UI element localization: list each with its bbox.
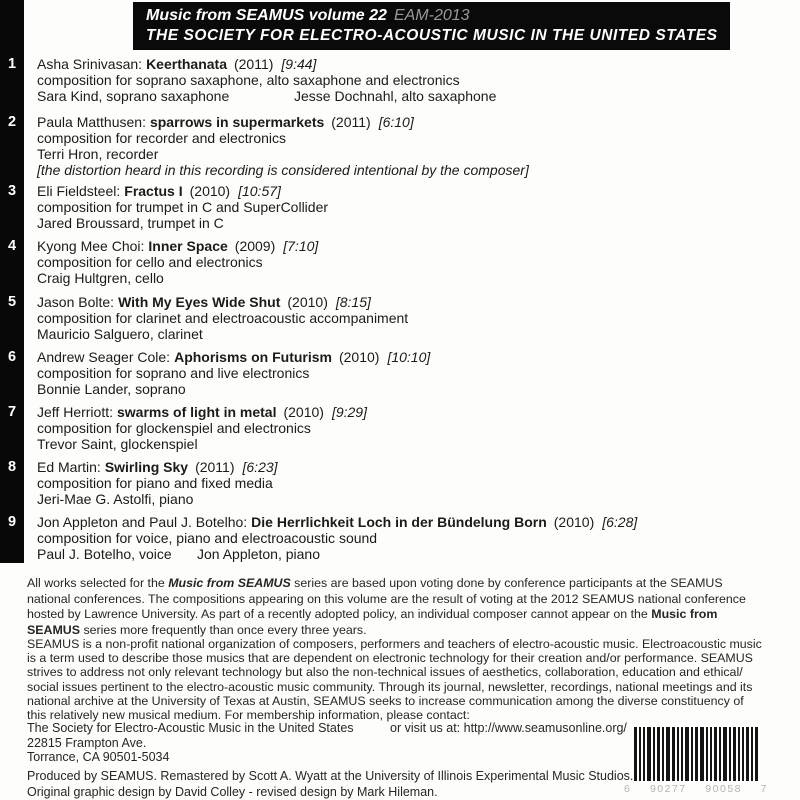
- instrumentation-line: composition for recorder and electronics: [37, 130, 287, 146]
- performer-line: Bonnie Lander, soprano: [37, 381, 186, 397]
- barcode: [634, 727, 758, 781]
- work-duration: [6:28]: [602, 514, 638, 530]
- performer-line: Mauricio Salguero, clarinet: [37, 326, 203, 342]
- work-year: (2011): [233, 56, 274, 72]
- instrumentation-line: composition for cello and electronics: [37, 254, 263, 270]
- instrumentation-line: composition for voice, piano and electroacoustic sound: [37, 530, 378, 546]
- album-title: Music from SEAMUS volume 22: [146, 7, 387, 24]
- work-year: (2011): [195, 459, 235, 475]
- paragraph-line: social issues pertinent to the electro-acoustic music community. Through its journal, newsletter, recordings, national meetings and its: [27, 679, 753, 694]
- barcode-bars: [634, 727, 758, 781]
- work-year: (2010): [553, 514, 595, 530]
- work-year: (2010): [287, 294, 328, 310]
- credits-block: [27, 769, 633, 800]
- track-number: 9: [7, 514, 17, 530]
- address-line: 22815 Frampton Ave.: [27, 735, 147, 750]
- work-duration: [7:10]: [283, 238, 319, 254]
- track-number: 1: [7, 56, 17, 72]
- composer-name: Paula Matthusen:: [37, 114, 146, 130]
- performer: Jesse Dochnahl, alto saxaphone: [294, 88, 497, 104]
- performer: Sara Kind, soprano saxaphone: [37, 88, 230, 104]
- composer-name: Eli Fieldsteel:: [37, 183, 121, 199]
- work-duration: [6:23]: [242, 459, 278, 475]
- paragraph-line: national conferences. The compositions appearing on this volume are the result of voting at the 2012 SEAMUS national conference: [27, 591, 746, 606]
- track-row: [37, 114, 529, 178]
- track-row: [37, 183, 328, 231]
- work-title: Die Herrlichkeit Loch in der Bündelung Born: [251, 514, 547, 530]
- track-title-line: [37, 459, 278, 475]
- header-bar: [133, 2, 730, 50]
- work-year: (2010): [338, 349, 380, 365]
- track-number: 4: [7, 238, 17, 254]
- instrumentation-line: composition for clarinet and electroacoustic accompaniment: [37, 310, 409, 326]
- paragraph-line: strives to address not only relevant technology but also the non-technical issues of aesthetics, collaboration, education and ethical/: [27, 665, 743, 680]
- about-seamus-paragraph: [27, 637, 762, 722]
- work-year: (2010): [189, 183, 231, 199]
- organization-name: The Society for Electro-Acoustic Music in the United States: [27, 721, 354, 735]
- track-number-strip: [0, 0, 24, 563]
- track-number: 8: [7, 459, 17, 475]
- credits-line: Original graphic design by David Colley - revised design by Mark Hileman.: [27, 784, 438, 799]
- work-year: (2010): [283, 404, 324, 420]
- contact-block: [27, 721, 627, 765]
- performer: Paul J. Botelho, voice: [37, 546, 172, 562]
- work-title: Aphorisms on Futurism: [174, 349, 332, 365]
- contact-line: [27, 721, 627, 736]
- track-row: [37, 56, 496, 104]
- performer-line: Craig Hultgren, cello: [37, 270, 164, 286]
- composer-name: Ed Martin:: [37, 459, 101, 475]
- instrumentation-line: composition for soprano and live electronics: [37, 365, 310, 381]
- track-row: [37, 404, 367, 452]
- album-title-line: [146, 6, 730, 26]
- performer: Jon Appleton, piano: [197, 546, 320, 562]
- work-title: Keerthanata: [146, 56, 227, 72]
- performer-line: Jared Broussard, trumpet in C: [37, 215, 224, 231]
- work-duration: [6:10]: [378, 114, 414, 130]
- paragraph-line: is a term used to describe those musics that are dependent on electronic technology for their creation and/or performance. SEAMUS: [27, 651, 753, 666]
- work-duration: [9:29]: [331, 404, 367, 420]
- instrumentation-line: composition for trumpet in C and SuperCollider: [37, 199, 329, 215]
- address-line: Torrance, CA 90501-5034: [27, 750, 170, 764]
- composer-name: Kyong Mee Choi:: [37, 238, 145, 254]
- work-duration: [10:10]: [387, 349, 431, 365]
- instrumentation-line: composition for soprano saxaphone, alto saxaphone and electronics: [37, 72, 460, 88]
- barcode-digits: 6 90277 90058 7: [624, 783, 768, 795]
- series-title-bold: SEAMUS: [27, 622, 81, 637]
- credits-line: Produced by SEAMUS. Remastered by Scott A. Wyatt at the University of Illinois Experimental Music Studios.: [27, 769, 634, 783]
- paragraph-line: hosted by Lawrence University. As part of a recently adopted policy, an individual composer cannot appear on the Music from: [27, 607, 718, 622]
- series-title-bold: Music from: [651, 607, 718, 622]
- instrumentation-line: composition for piano and fixed media: [37, 475, 273, 491]
- track-number: 6: [7, 349, 17, 365]
- paragraph-line: SEAMUS series more frequently than once every three years.: [27, 622, 367, 637]
- work-title: Fractus I: [124, 183, 183, 199]
- composer-name: Jason Bolte:: [37, 294, 115, 310]
- track-row: [37, 294, 408, 342]
- track-number: 2: [7, 114, 17, 130]
- website-url: or visit us at: http://www.seamusonline.org/: [390, 721, 627, 735]
- performer-line: Jeri-Mae G. Astolfi, piano: [37, 491, 194, 507]
- paragraph-line: this relatively new musical medium. For membership information, please contact:: [27, 708, 470, 723]
- about-series-paragraph: [27, 576, 746, 638]
- track-title-line: [37, 404, 367, 420]
- performer-line: Terri Hron, recorder: [37, 146, 159, 162]
- composer-name: Jon Appleton and Paul J. Botelho:: [37, 514, 248, 530]
- track-title-line: [37, 349, 430, 365]
- performer-line: Trevor Saint, glockenspiel: [37, 436, 198, 452]
- society-name: THE SOCIETY FOR ELECTRO-ACOUSTIC MUSIC IN THE UNITED STATES: [146, 27, 718, 44]
- performer-line: [37, 546, 637, 562]
- track-row: [37, 238, 318, 286]
- work-duration: [10:57]: [238, 183, 281, 199]
- track-row: [37, 349, 430, 397]
- work-duration: [8:15]: [335, 294, 371, 310]
- composer-name: Asha Srinivasan:: [37, 56, 143, 72]
- instrumentation-line: composition for glockenspiel and electronics: [37, 420, 311, 436]
- composer-name: Andrew Seager Cole:: [37, 349, 171, 365]
- track-title-line: [37, 514, 637, 530]
- paragraph-line: national archive at the University of Texas at Austin, SEAMUS seeks to increase communication among the diverse constituency of: [27, 693, 744, 708]
- track-number: 5: [7, 294, 17, 310]
- work-title: Swirling Sky: [104, 459, 189, 475]
- work-year: (2009): [234, 238, 276, 254]
- paragraph-line: SEAMUS is a non-profit national organization of composers, performers and teachers of electro-acoustic music. Electroacoustic music: [27, 637, 762, 651]
- work-duration: [9:44]: [281, 56, 317, 72]
- track-title-line: [37, 114, 529, 130]
- catalog-number: EAM-2013: [393, 7, 470, 24]
- performer-line: [37, 88, 496, 104]
- track-number: 7: [7, 404, 17, 420]
- series-title-emphasis: Music from SEAMUS: [168, 576, 291, 590]
- track-title-line: [37, 56, 496, 72]
- track-number: 3: [7, 183, 17, 199]
- track-row: [37, 459, 278, 507]
- work-title: Inner Space: [148, 238, 228, 254]
- track-title-line: [37, 183, 328, 199]
- track-row: [37, 514, 637, 562]
- track-title-line: [37, 238, 318, 254]
- work-year: (2011): [331, 114, 371, 130]
- work-title: sparrows in supermarkets: [149, 114, 325, 130]
- track-title-line: [37, 294, 408, 310]
- composer-note: [the distortion heard in this recording is considered intentional by the composer]: [37, 162, 529, 178]
- composer-name: Jeff Herriott:: [37, 404, 113, 420]
- paragraph-line: All works selected for the Music from SEAMUS series are based upon voting done by conference participants at the SEAMUS: [27, 576, 723, 590]
- work-title: swarms of light in metal: [117, 404, 277, 420]
- work-title: With My Eyes Wide Shut: [118, 294, 281, 310]
